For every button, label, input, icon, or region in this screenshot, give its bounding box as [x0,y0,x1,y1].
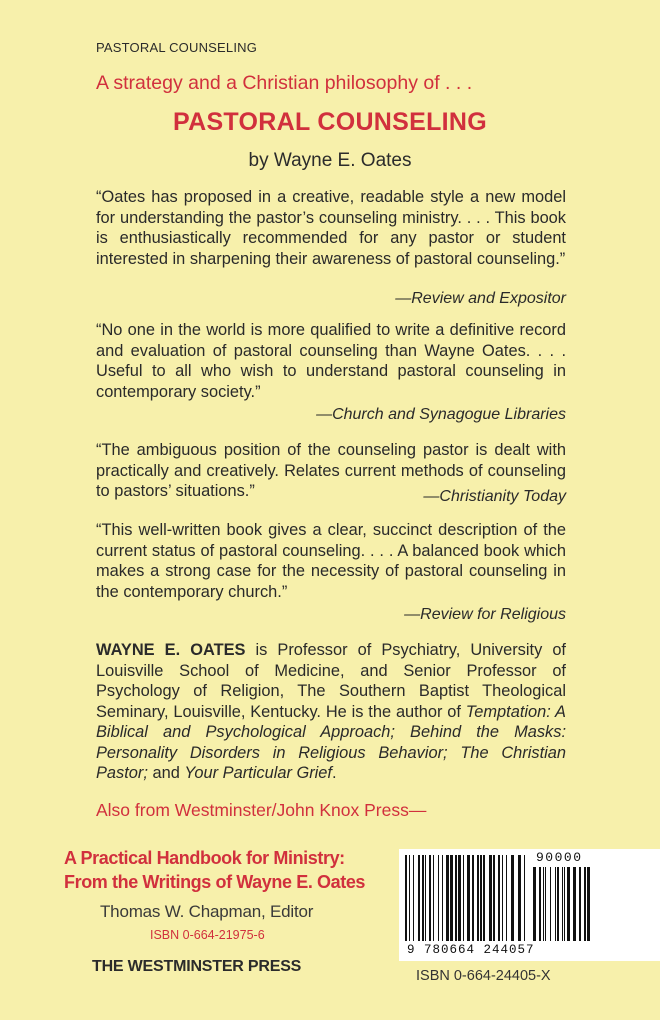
barcode-bar [405,855,407,941]
barcode-addon-number: 90000 [536,850,583,865]
barcode-bar [458,855,461,941]
barcode-bar [533,867,536,941]
barcode-bar [422,855,424,941]
barcode [399,849,660,961]
book-isbn: ISBN 0-664-24405-X [416,968,551,984]
barcode-bar [429,855,431,941]
barcode-bar [413,855,414,941]
barcode-bar [524,855,525,941]
barcode-bar [455,855,457,941]
barcode-bar [543,867,544,941]
review-quote-4: “This well-written book gives a clear, succinct description of the current status of pastoral counseling. . . . A balanced book which makes a strong case for the necessity of pastoral counseling in the contemporary church.” [96,521,566,601]
promo-isbn: ISBN 0-664-21975-6 [150,928,265,942]
bio-text: is Professor of Psychiatry, University of Louisville School of Medicine, and Senior Professor of Psychology of Religion, The Southern Baptist Theological Seminary, Louisville, Kentucky. He is the author of [96,641,566,721]
barcode-bar [467,855,470,941]
review-source-2: —Church and Synagogue Libraries [316,406,566,423]
barcode-bar [477,855,479,941]
barcode-bar [493,855,495,941]
barcode-bar [498,855,500,941]
author-byline: by Wayne E. Oates [248,150,412,171]
barcode-bar [518,855,521,941]
review-quote-2: “No one in the world is more qualified to write a definitive record and evaluation of pastoral counseling than Wayne Oates. . . . Useful to all who wish to understand pastoral counseling in contemporary society.” [96,321,566,401]
barcode-bar [450,855,453,941]
barcode-bar [506,855,507,941]
barcode-bar [539,867,541,941]
promo-title-line2: From the Writings of Wayne E. Oates [64,872,366,892]
publisher-name: THE WESTMINSTER PRESS [92,958,302,975]
barcode-bar [438,855,439,941]
review-source-1: —Review and Expositor [395,290,566,307]
barcode-bar [433,855,434,941]
barcode-bar [446,855,449,941]
bio-book-last: Your Particular Grief [184,764,332,782]
barcode-bar [573,867,576,941]
barcode-bar [550,867,551,941]
category-label: PASTORAL COUNSELING [96,40,258,55]
review-source-3: —Christianity Today [423,488,566,505]
promo-title-line1: A Practical Handbook for Ministry: [64,848,345,868]
barcode-bar [425,855,426,941]
tagline: A strategy and a Christian philosophy of . . . [96,72,473,94]
promo-editor: Thomas W. Chapman, Editor [100,902,314,921]
barcode-bar [480,855,482,941]
barcode-bar [564,867,565,941]
review-quote-3: “The ambiguous position of the counseling pastor is dealt with practically and creatively. Relates current methods of counseling to pastors’ situations.” [96,441,566,500]
review-quote-1: “Oates has proposed in a creative, readable style a new model for understanding the pastor’s counseling ministry. . . . This book is enthusiastically recommended for any pastor or student interested in sharpening their awareness of pastoral counseling.” [96,188,566,268]
barcode-bar [511,855,514,941]
barcode-bar [489,855,492,941]
barcode-bar [442,855,443,941]
barcode-bar [587,867,590,941]
bio-end: . [331,764,337,782]
book-title: PASTORAL COUNSELING [172,108,488,136]
barcode-bar [545,867,546,941]
bio-and: and [147,764,185,782]
bio-books: Temptation: A Biblical and Psychological Approach; Behind the Masks: Personality Disorders in Religious Behavior; The Christian Pastor; [96,702,566,782]
barcode-bar [584,867,586,941]
barcode-bar [409,855,410,941]
barcode-bar [463,855,464,941]
barcode-bar [418,855,420,941]
author-bio [96,640,566,784]
barcode-bar [502,855,503,941]
barcode-bar [557,867,559,941]
barcode-bar [555,867,556,941]
also-from-label: Also from Westminster/John Knox Press— [96,800,427,820]
review-source-4: —Review for Religious [404,606,566,623]
author-name: WAYNE E. OATES [96,641,246,659]
barcode-bar [472,855,474,941]
barcode-number: 9 780664 244057 [407,943,535,957]
barcode-bar [483,855,485,941]
barcode-bar [567,867,570,941]
barcode-bar [562,867,563,941]
barcode-bar [579,867,581,941]
